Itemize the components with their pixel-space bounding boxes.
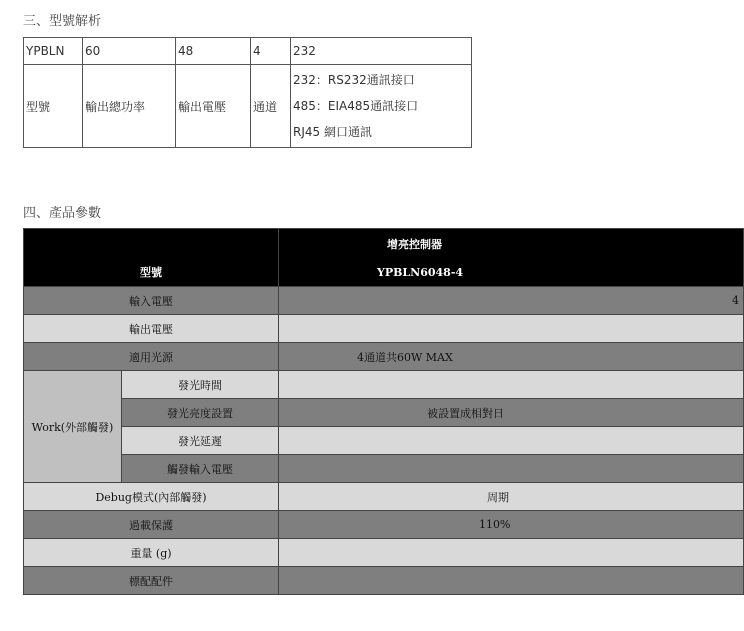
table-row	[24, 483, 744, 511]
product-title: 增亮控制器	[279, 229, 744, 259]
table-row	[24, 371, 744, 399]
comm-options	[291, 65, 472, 148]
table-row	[24, 567, 744, 595]
row-value: 被設置成相對日	[279, 399, 744, 427]
row-label: 發光亮度設置	[122, 399, 279, 427]
table-row	[24, 315, 744, 343]
table-row	[24, 287, 744, 315]
table-row	[24, 427, 744, 455]
params-table	[23, 228, 744, 595]
row-value: 110%	[279, 511, 744, 539]
table-row	[24, 539, 744, 567]
label-channel: 通道	[251, 65, 291, 148]
table-row	[24, 399, 744, 427]
row-label: 過載保護	[24, 511, 279, 539]
code-series: YPBLN	[24, 38, 83, 65]
row-value: 4通道共60W MAX	[279, 343, 744, 371]
row-label: Debug模式(內部觸發)	[24, 483, 279, 511]
row-value: 周期	[279, 483, 744, 511]
code-comm: 232	[291, 38, 472, 65]
table-row	[24, 511, 744, 539]
comm-option-rj45: RJ45 網口通訊	[293, 125, 372, 139]
row-label: 發光時間	[122, 371, 279, 399]
row-value	[279, 539, 744, 567]
row-label: 標配配件	[24, 567, 279, 595]
model-label: 型號	[24, 258, 279, 287]
code-power: 60	[83, 38, 176, 65]
model-heading: 三、型號解析	[23, 14, 102, 29]
table-row	[24, 343, 744, 371]
table-row	[24, 455, 744, 483]
row-label: 輸出電壓	[24, 315, 279, 343]
row-value: 4	[279, 287, 744, 315]
row-value	[279, 315, 744, 343]
row-label: 發光延遲	[122, 427, 279, 455]
row-label: 觸發輸入電壓	[122, 455, 279, 483]
model-value: YPBLN6048-4	[279, 258, 744, 287]
label-output-voltage: 輸出電壓	[176, 65, 251, 148]
model-code-table	[23, 37, 472, 148]
row-value	[279, 371, 744, 399]
header-blank	[24, 229, 279, 259]
params-heading: 四、產品參數	[23, 206, 102, 221]
row-value	[279, 567, 744, 595]
row-label: 適用光源	[24, 343, 279, 371]
work-group-label: Work(外部觸發)	[24, 371, 122, 483]
params-table-viewport	[23, 228, 739, 601]
label-total-power: 輸出總功率	[83, 65, 176, 148]
row-label: 重量 (g)	[24, 539, 279, 567]
code-voltage: 48	[176, 38, 251, 65]
label-model: 型號	[24, 65, 83, 148]
comm-option-485: 485：EIA485通訊接口	[293, 99, 419, 113]
comm-option-232: 232：RS232通訊接口	[293, 73, 415, 87]
row-value	[279, 427, 744, 455]
code-channel: 4	[251, 38, 291, 65]
row-value	[279, 455, 744, 483]
row-label: 輸入電壓	[24, 287, 279, 315]
